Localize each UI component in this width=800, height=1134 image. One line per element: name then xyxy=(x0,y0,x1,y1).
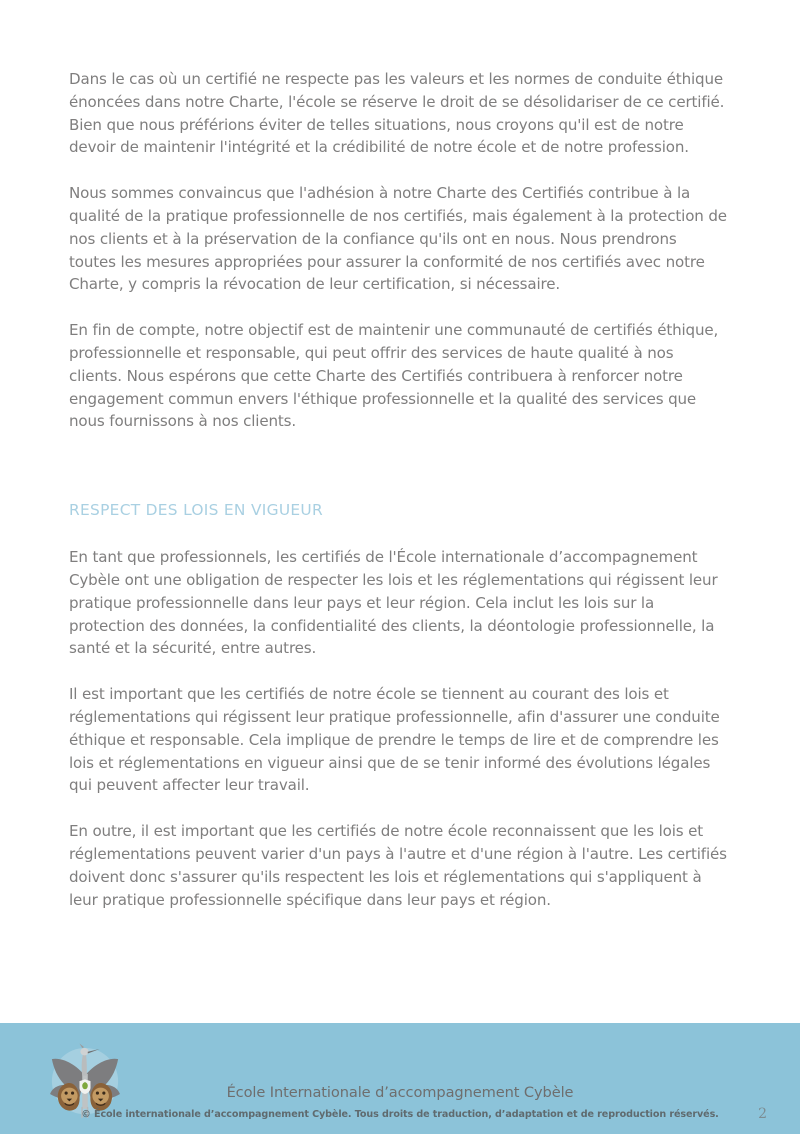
page-number: 2 xyxy=(758,1106,767,1122)
heading-spacer xyxy=(69,521,727,546)
paragraph: Il est important que les certifiés de notre école se tiennent au courant des lois et réglementations qui régissent leur pratique professionnelle, afin d'assurer une conduite éthique et responsable. Cela implique de prendre le temps de lire et de comprendre les lois et réglementations en vigueur ainsi que de se tenir informé des évolutions légales qui peuvent affecter leur travail. xyxy=(69,685,720,795)
paragraph: En outre, il est important que les certifiés de notre école reconnaissent que les lois et réglementations peuvent varier d'un pays à l'autre et d'une région à l'autre. Les certifiés doivent donc s'assurer qu'ils respectent les lois et réglementations qui s'appliquent à leur pratique professionnelle spécifique dans leur pays et région. xyxy=(69,822,727,909)
paragraph: En tant que professionnels, les certifiés de l'École internationale d’accompagnement Cybèle ont une obligation de respecter les lois et les réglementations qui régissent leur pratique professionnelle dans leur pays et leur région. Cela inclut les lois sur la protection des données, la confidentialité des clients, la déontologie professionnelle, la santé et la sécurité, entre autres. xyxy=(69,548,718,658)
paragraph: Nous sommes convaincus que l'adhésion à notre Charte des Certifiés contribue à la qualité de la pratique professionnelle de nos certifiés, mais également à la protection de nos clients et à la préservation de la confiance qu'ils ont en nous. Nous prendrons toutes les mesures appropriées pour assurer la conformité de nos certifiés avec notre Charte, y compris la révocation de leur certification, si nécessaire. xyxy=(69,184,727,294)
page-content xyxy=(69,68,727,934)
footer-school-name: École Internationale d’accompagnement Cybèle xyxy=(226,1084,574,1101)
paragraph: En fin de compte, notre objectif est de maintenir une communauté de certifiés éthique, professionnelle et responsable, qui peut offrir des services de haute qualité à nos clients. Nous espérons que cette Charte des Certifiés contribuera à renforcer notre engagement commun envers l'éthique professionnelle et la qualité des services que nous fournissons à nos clients. xyxy=(69,321,719,431)
section-heading: RESPECT DES LOIS EN VIGUEUR xyxy=(69,501,323,520)
footer-copyright: © École internationale d’accompagnement Cybèle. Tous droits de traduction, d’adaptation et de reproduction réservés. xyxy=(81,1109,719,1120)
section-spacer xyxy=(69,456,727,499)
paragraph: Dans le cas où un certifié ne respecte pas les valeurs et les normes de conduite éthique énoncées dans notre Charte, l'école se réserve le droit de se désolidariser de ce certifié. Bien que nous préférions éviter de telles situations, nous croyons qu'il est de notre devoir de maintenir l'intégrité et la crédibilité de notre école et de notre profession. xyxy=(69,70,725,157)
page-footer xyxy=(0,1023,800,1134)
